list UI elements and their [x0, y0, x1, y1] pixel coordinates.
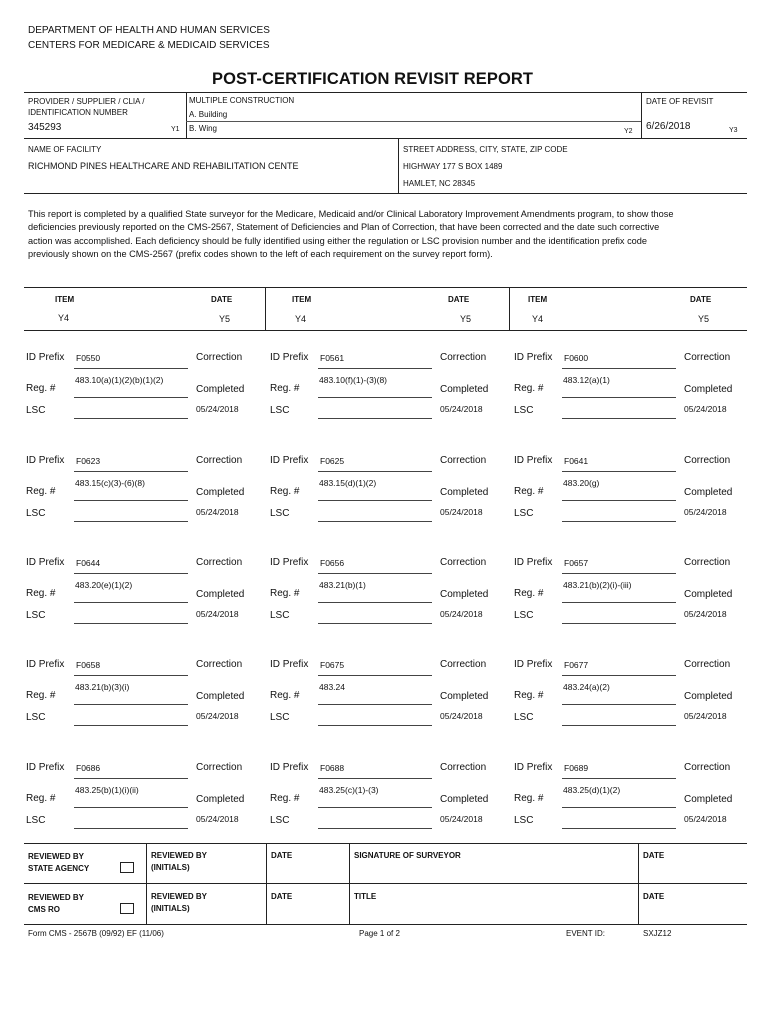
id-prefix-value: F0625 — [320, 456, 345, 466]
id-prefix-value: F0641 — [564, 456, 589, 466]
col1-date-header: DATE — [211, 295, 233, 304]
title-date-label: DATE — [643, 892, 665, 901]
col1-y5: Y5 — [219, 314, 231, 324]
cms-ro-checkbox[interactable] — [120, 903, 134, 914]
id-prefix-underline — [74, 573, 188, 574]
address-label: STREET ADDRESS, CITY, STATE, ZIP CODE — [403, 145, 568, 154]
completed-date-value: 05/24/2018 — [684, 404, 727, 414]
id-prefix-underline — [318, 573, 432, 574]
reg-label: Reg. # — [514, 690, 544, 701]
lsc-label: LSC — [270, 405, 290, 416]
signature-date-label: DATE — [643, 851, 665, 860]
reg-label: Reg. # — [26, 383, 56, 394]
completed-label: Completed — [684, 589, 733, 600]
col3-date-header: DATE — [690, 295, 712, 304]
lsc-underline — [562, 623, 676, 624]
correction-label: Correction — [684, 762, 731, 773]
completed-label: Completed — [440, 794, 489, 805]
deficiency-item — [268, 553, 513, 633]
col2-date-header: DATE — [448, 295, 470, 304]
deficiency-item — [268, 655, 513, 735]
completed-date-value: 05/24/2018 — [196, 404, 239, 414]
reg-number-value: 483.20(e)(1)(2) — [75, 580, 133, 590]
id-prefix-value: F0600 — [564, 353, 589, 363]
id-prefix-underline — [318, 368, 432, 369]
reviewed-by-cms-label-1: REVIEWED BY — [28, 893, 85, 902]
reg-label: Reg. # — [514, 588, 544, 599]
deficiency-item — [512, 451, 757, 531]
reg-number-value: 483.20(g) — [563, 478, 600, 488]
id-prefix-value: F0644 — [76, 558, 101, 568]
completed-label: Completed — [196, 384, 245, 395]
reg-label: Reg. # — [514, 383, 544, 394]
reg-underline — [318, 704, 432, 705]
reg-label: Reg. # — [514, 486, 544, 497]
id-prefix-label: ID Prefix — [26, 352, 65, 363]
correction-label: Correction — [684, 455, 731, 466]
address-line-2: HAMLET, NC 28345 — [403, 179, 476, 188]
reg-label: Reg. # — [270, 793, 300, 804]
centers-name: CENTERS FOR MEDICARE & MEDICAID SERVICES — [28, 40, 270, 51]
reg-label: Reg. # — [270, 690, 300, 701]
deficiency-item — [268, 758, 513, 838]
reg-number-value: 483.15(d)(1)(2) — [319, 478, 377, 488]
id-prefix-underline — [318, 778, 432, 779]
reg-number-value: 483.21(b)(2)(i)-(iii) — [563, 580, 632, 590]
reg-number-value: 483.21(b)(3)(i) — [75, 682, 130, 692]
id-prefix-label: ID Prefix — [270, 659, 309, 670]
reg-number-value: 483.25(b)(1)(i)(ii) — [75, 785, 139, 795]
col2-y5: Y5 — [460, 314, 472, 324]
id-prefix-underline — [562, 471, 676, 472]
id-prefix-value: F0550 — [76, 353, 101, 363]
deficiency-item — [512, 553, 757, 633]
state-initials-label-2: (INITIALS) — [151, 863, 190, 872]
correction-label: Correction — [440, 659, 487, 670]
lsc-label: LSC — [26, 508, 46, 519]
id-prefix-label: ID Prefix — [26, 659, 65, 670]
lsc-label: LSC — [514, 712, 534, 723]
id-prefix-value: F0689 — [564, 763, 589, 773]
completed-label: Completed — [684, 384, 733, 395]
reg-underline — [562, 807, 676, 808]
completed-date-value: 05/24/2018 — [440, 711, 483, 721]
facility-name-label: NAME OF FACILITY — [28, 145, 102, 154]
reg-underline — [74, 500, 188, 501]
id-prefix-underline — [562, 573, 676, 574]
address-line-1: HIGHWAY 177 S BOX 1489 — [403, 162, 503, 171]
correction-label: Correction — [196, 762, 243, 773]
id-prefix-label: ID Prefix — [26, 762, 65, 773]
correction-label: Correction — [440, 762, 487, 773]
id-prefix-label: ID Prefix — [514, 659, 553, 670]
id-prefix-label: ID Prefix — [514, 762, 553, 773]
col3-y4: Y4 — [532, 314, 544, 324]
id-prefix-underline — [562, 778, 676, 779]
reg-label: Reg. # — [26, 588, 56, 599]
id-prefix-underline — [74, 778, 188, 779]
id-prefix-label: ID Prefix — [514, 455, 553, 466]
completed-label: Completed — [196, 691, 245, 702]
provider-id-label-1: PROVIDER / SUPPLIER / CLIA / — [28, 97, 145, 106]
reviewed-by-state-label-1: REVIEWED BY — [28, 852, 85, 861]
completed-label: Completed — [684, 691, 733, 702]
lsc-label: LSC — [270, 712, 290, 723]
lsc-underline — [74, 828, 188, 829]
reg-underline — [74, 602, 188, 603]
title-label: TITLE — [354, 892, 377, 901]
lsc-underline — [74, 418, 188, 419]
reg-number-value: 483.15(c)(3)-(6)(8) — [75, 478, 145, 488]
id-prefix-label: ID Prefix — [514, 557, 553, 568]
completed-label: Completed — [440, 691, 489, 702]
completed-date-value: 05/24/2018 — [684, 507, 727, 517]
deficiency-item — [268, 451, 513, 531]
completed-date-value: 05/24/2018 — [684, 814, 727, 824]
deficiency-item — [24, 655, 269, 735]
lsc-label: LSC — [26, 815, 46, 826]
lsc-underline — [74, 725, 188, 726]
deficiency-item — [24, 553, 269, 633]
completed-label: Completed — [440, 589, 489, 600]
lsc-underline — [74, 623, 188, 624]
deficiency-item — [24, 451, 269, 531]
deficiency-item — [512, 758, 757, 838]
reg-underline — [318, 397, 432, 398]
deficiency-item — [268, 348, 513, 428]
completed-date-value: 05/24/2018 — [440, 814, 483, 824]
department-name: DEPARTMENT OF HEALTH AND HUMAN SERVICES — [28, 25, 270, 36]
id-prefix-underline — [318, 675, 432, 676]
id-prefix-value: F0675 — [320, 660, 345, 670]
correction-label: Correction — [440, 455, 487, 466]
id-prefix-value: F0677 — [564, 660, 589, 670]
reg-label: Reg. # — [26, 486, 56, 497]
lsc-label: LSC — [26, 712, 46, 723]
reg-label: Reg. # — [514, 793, 544, 804]
reviewed-by-cms-label-2: CMS RO — [28, 905, 60, 914]
id-prefix-underline — [74, 471, 188, 472]
completed-label: Completed — [196, 589, 245, 600]
completed-date-value: 05/24/2018 — [196, 609, 239, 619]
deficiency-item — [24, 758, 269, 838]
correction-label: Correction — [440, 352, 487, 363]
reg-number-value: 483.24(a)(2) — [563, 682, 610, 692]
id-prefix-value: F0657 — [564, 558, 589, 568]
reg-underline — [74, 704, 188, 705]
id-prefix-label: ID Prefix — [270, 557, 309, 568]
provider-id-label-2: IDENTIFICATION NUMBER — [28, 108, 128, 117]
correction-label: Correction — [684, 557, 731, 568]
lsc-label: LSC — [26, 610, 46, 621]
cms-initials-label-2: (INITIALS) — [151, 904, 190, 913]
y2-code: Y2 — [624, 128, 633, 135]
reg-label: Reg. # — [270, 486, 300, 497]
lsc-underline — [74, 521, 188, 522]
id-prefix-underline — [562, 368, 676, 369]
reg-number-value: 483.25(c)(1)-(3) — [319, 785, 379, 795]
deficiency-item — [512, 655, 757, 735]
deficiency-item — [512, 348, 757, 428]
completed-date-value: 05/24/2018 — [196, 711, 239, 721]
correction-label: Correction — [684, 659, 731, 670]
correction-label: Correction — [196, 352, 243, 363]
id-prefix-value: F0561 — [320, 353, 345, 363]
lsc-label: LSC — [270, 815, 290, 826]
y3-code: Y3 — [729, 127, 738, 134]
col3-item-header: ITEM — [528, 295, 548, 304]
date-of-revisit-value: 6/26/2018 — [646, 121, 691, 132]
state-initials-label-1: REVIEWED BY — [151, 851, 208, 860]
lsc-underline — [562, 521, 676, 522]
reg-underline — [74, 397, 188, 398]
id-prefix-value: F0686 — [76, 763, 101, 773]
lsc-underline — [562, 725, 676, 726]
id-prefix-label: ID Prefix — [26, 455, 65, 466]
correction-label: Correction — [196, 455, 243, 466]
completed-date-value: 05/24/2018 — [684, 609, 727, 619]
state-agency-checkbox[interactable] — [120, 862, 134, 873]
id-prefix-label: ID Prefix — [26, 557, 65, 568]
completed-label: Completed — [196, 794, 245, 805]
reviewed-by-state-label-2: STATE AGENCY — [28, 864, 90, 873]
lsc-underline — [318, 521, 432, 522]
id-prefix-label: ID Prefix — [514, 352, 553, 363]
lsc-label: LSC — [514, 405, 534, 416]
building-label: A. Building — [189, 110, 228, 119]
lsc-underline — [318, 623, 432, 624]
y1-code: Y1 — [171, 126, 180, 133]
reg-underline — [318, 500, 432, 501]
id-prefix-underline — [74, 675, 188, 676]
id-prefix-underline — [74, 368, 188, 369]
reg-underline — [562, 602, 676, 603]
reg-number-value: 483.25(d)(1)(2) — [563, 785, 621, 795]
completed-label: Completed — [196, 487, 245, 498]
reg-number-value: 483.12(a)(1) — [563, 375, 610, 385]
completed-label: Completed — [440, 384, 489, 395]
cms-initials-label-1: REVIEWED BY — [151, 892, 208, 901]
reg-label: Reg. # — [26, 690, 56, 701]
id-prefix-value: F0688 — [320, 763, 345, 773]
lsc-label: LSC — [514, 610, 534, 621]
completed-label: Completed — [684, 487, 733, 498]
completed-date-value: 05/24/2018 — [684, 711, 727, 721]
wing-label: B. Wing — [189, 124, 218, 133]
lsc-underline — [562, 418, 676, 419]
col2-item-header: ITEM — [292, 295, 312, 304]
col3-y5: Y5 — [698, 314, 710, 324]
col2-y4: Y4 — [295, 314, 307, 324]
multiple-construction-label: MULTIPLE CONSTRUCTION — [189, 96, 295, 105]
lsc-underline — [318, 828, 432, 829]
reg-label: Reg. # — [270, 588, 300, 599]
page-number: Page 1 of 2 — [359, 929, 400, 938]
reg-underline — [562, 500, 676, 501]
event-id-label: EVENT ID: — [566, 929, 605, 938]
reg-underline — [74, 807, 188, 808]
lsc-label: LSC — [270, 610, 290, 621]
id-prefix-label: ID Prefix — [270, 352, 309, 363]
form-number: Form CMS - 2567B (09/92) EF (11/06) — [28, 929, 164, 938]
lsc-underline — [562, 828, 676, 829]
id-prefix-value: F0656 — [320, 558, 345, 568]
completed-date-value: 05/24/2018 — [440, 507, 483, 517]
intro-paragraph: This report is completed by a qualified State surveyor for the Medicare, Medicaid and/or Clinical Laboratory Improvement Amendments program, to show those deficiencies previously reported on the CMS-2567, Statement of Deficiencies and Plan of Correction, that have been corrected and the date such corrective action was accomplished. Each deficiency should be fully identified using either the regulation or LSC provision number and the identification prefix code previously shown on the CMS-2567 (prefix codes shown to the left of each requirement on the survey report form). — [28, 209, 674, 259]
reg-number-value: 483.10(f)(1)-(3)(8) — [319, 375, 388, 385]
date-of-revisit-label: DATE OF REVISIT — [646, 97, 714, 106]
completed-label: Completed — [684, 794, 733, 805]
id-prefix-underline — [318, 471, 432, 472]
col1-item-header: ITEM — [55, 295, 75, 304]
deficiency-item — [24, 348, 269, 428]
lsc-label: LSC — [514, 508, 534, 519]
reg-label: Reg. # — [26, 793, 56, 804]
completed-date-value: 05/24/2018 — [196, 814, 239, 824]
id-prefix-value: F0658 — [76, 660, 101, 670]
correction-label: Correction — [196, 659, 243, 670]
reg-label: Reg. # — [270, 383, 300, 394]
id-prefix-value: F0623 — [76, 456, 101, 466]
id-prefix-label: ID Prefix — [270, 762, 309, 773]
correction-label: Correction — [196, 557, 243, 568]
provider-id-value: 345293 — [28, 122, 62, 133]
col1-y4: Y4 — [58, 313, 70, 323]
reg-underline — [318, 602, 432, 603]
reg-number-value: 483.10(a)(1)(2)(b)(1)(2) — [75, 375, 164, 385]
completed-date-value: 05/24/2018 — [440, 404, 483, 414]
reg-underline — [562, 397, 676, 398]
lsc-underline — [318, 418, 432, 419]
reg-number-value: 483.24 — [319, 682, 345, 692]
lsc-label: LSC — [514, 815, 534, 826]
state-date-label: DATE — [271, 851, 293, 860]
facility-name-value: RICHMOND PINES HEALTHCARE AND REHABILITATION CENTE — [28, 161, 299, 171]
page-title: POST-CERTIFICATION REVISIT REPORT — [212, 70, 534, 88]
lsc-underline — [318, 725, 432, 726]
id-prefix-label: ID Prefix — [270, 455, 309, 466]
reg-underline — [318, 807, 432, 808]
signature-label: SIGNATURE OF SURVEYOR — [354, 851, 461, 860]
correction-label: Correction — [440, 557, 487, 568]
cms-date-label: DATE — [271, 892, 293, 901]
correction-label: Correction — [684, 352, 731, 363]
lsc-label: LSC — [26, 405, 46, 416]
completed-date-value: 05/24/2018 — [196, 507, 239, 517]
completed-date-value: 05/24/2018 — [440, 609, 483, 619]
reg-underline — [562, 704, 676, 705]
reg-number-value: 483.21(b)(1) — [319, 580, 366, 590]
id-prefix-underline — [562, 675, 676, 676]
event-id-value: SXJZ12 — [643, 929, 672, 938]
completed-label: Completed — [440, 487, 489, 498]
lsc-label: LSC — [270, 508, 290, 519]
